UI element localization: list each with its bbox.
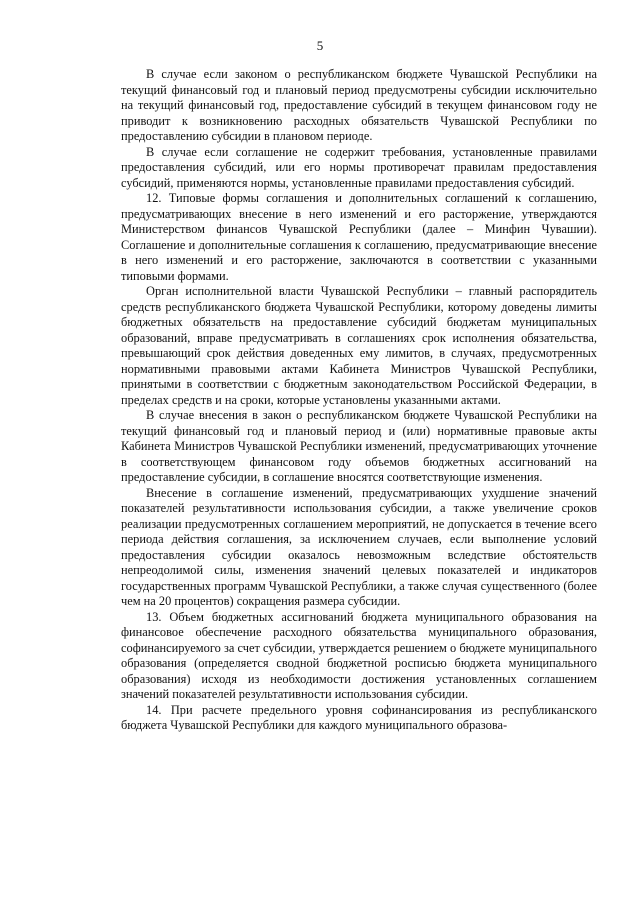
page-number: 5 <box>316 38 324 53</box>
paragraph-14-cofinancing-level: 14. При расчете предельного уровня софинансирования из республиканского бюджета Чувашской Республики для каждого муниципального образова- <box>121 702 597 732</box>
paragraph-budget-law-changes: В случае внесения в закон о республиканском бюджете Чувашской Республики на текущий финансовый год и плановый период и (или) нормативные правовые акты Кабинета Министров Чувашской Республики изменений, предусматривающих уточнение в соответствующем финансовом году объемов бюджетных ассигнований на предоставление субсидии, в соглашение вносятся соответствующие изменения. <box>121 408 597 484</box>
document-body <box>121 67 597 734</box>
paragraph-executive-authority: Орган исполнительной власти Чувашской Республики – главный распорядитель средств республиканского бюджета Чувашской Республики, которому доведены лимиты бюджетных обязательств на предоставление субсидий бюджетам муниципальных образований, вправе предусматривать в соглашениях срок исполнения обязательства, превышающий срок действия доведенных ему лимитов, в случаях, предусмотренных нормативными правовыми актами Кабинета Министров Чувашской Республики, принятыми в соответствии с бюджетным законодательством Российской Федерации, в пределах средств и на сроки, которые установлены указанными актами. <box>121 284 597 407</box>
paragraph-13-budget-allocations: 13. Объем бюджетных ассигнований бюджета муниципального образования на финансовое обеспечение расходного обязательства муниципального образования, софинансируемого за счет субсидии, утверждается решением о бюджете муниципального образования (определяется сводной бюджетной росписью бюджета муниципального образования) исходя из необходимости достижения установленных соглашением значений показателей результативности использования субсидии. <box>121 609 597 701</box>
paragraph-12-typical-forms: 12. Типовые формы соглашения и дополнительных соглашений к соглашению, предусматривающих внесение в него изменений и его расторжение, утверждаются Министерством финансов Чувашской Республики (далее – Минфин Чувашии). Соглашение и дополнительные соглашения к соглашению, предусматривающие внесение в него изменений и его расторжение, заключаются в соответствии с указанными типовыми формами. <box>121 191 597 283</box>
paragraph-agreement-requirements: В случае если соглашение не содержит требования, установленные правилами предоставления субсидий, или его нормы противоречат правилам предоставления субсидий, применяются нормы, установленные правилами предоставления субсидий. <box>121 144 597 190</box>
paragraph-budget-law-subsidies: В случае если законом о республиканском бюджете Чувашской Республики на текущий финансовый год и плановый период предусмотрены субсидии исключительно на текущий финансовый год, предоставление субсидий в текущем финансовом году не приводит к возникновению расходных обязательств Чувашской Республики по предоставлению субсидии в плановом периоде. <box>121 67 597 143</box>
paragraph-agreement-amendments: Внесение в соглашение изменений, предусматривающих ухудшение значений показателей результативности использования субсидии, а также увеличение сроков реализации предусмотренных соглашением мероприятий, не допускается в течение всего периода действия соглашения, за исключением случаев, если выполнение условий предоставления субсидии оказалось невозможным вследствие обстоятельств непреодолимой силы, изменения значений целевых показателей и индикаторов государственных программ Чувашской Республики, а также случая существенного (более чем на 20 процентов) сокращения размера субсидии. <box>121 485 597 608</box>
